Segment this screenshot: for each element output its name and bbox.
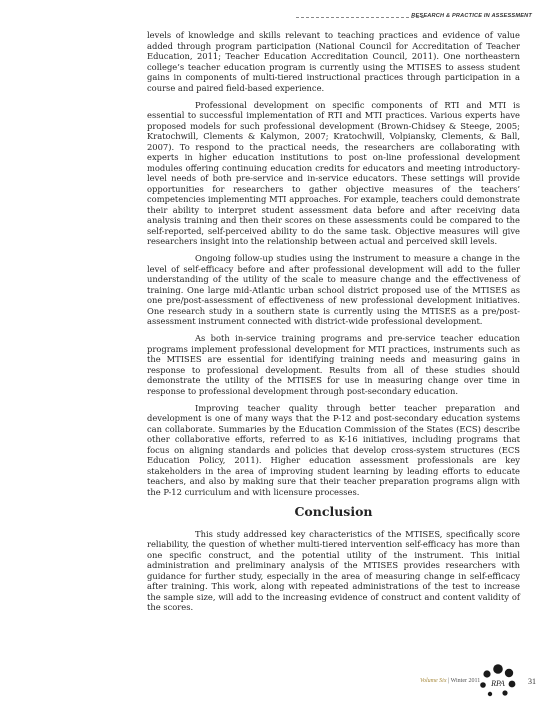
svg-text:RPA: RPA [491,679,505,688]
footer-issue-line [420,678,480,684]
rpa-logo-icon [474,660,522,704]
conclusion-paragraph: This study addressed key characteristics of the MTISES, specifically score reliability, the question of whether multi-tiered intervention self-efficacy has more than one specific construct, and the potential utility of the instrument. This initial administration and preliminary analysis of the MTISES provides researchers with guidance for further study, especially in the area of measuring change in self-efficacy after training. This work, along with repeated administrations of the test to increase the sample size, will add to the increasing evidence of construct and content validity of the scores. [147,528,520,612]
running-title: RESEARCH & PRACTICE IN ASSESSMENT [411,13,532,19]
running-header [296,13,532,23]
conclusion-heading: Conclusion [294,504,373,519]
footer-issue: Winter 2011 [450,678,481,684]
header-dashed-rule [296,17,424,18]
paragraph: Ongoing follow-up studies using the instrument to measure a change in the level of self-efficacy before and after professional development will add to the fuller understanding of the utility of the scale to measure change and the effectiveness of training. One large mid-Atlantic urban school district proposed use of the MTISES as one pre/post-assessment of effectiveness of new professional development initiatives. One research study in a southern state is currently using the MTISES as a pre/post- assessment instrument connected with district-wide professional development. [147,253,520,326]
article-body [147,30,520,619]
footer-volume: Volume Six [420,678,447,684]
paragraph: levels of knowledge and skills relevant to teaching practices and evidence of value added through program participation (National Council for Accreditation of Teacher Education, 2011; Teacher Education Accreditation Council, 2011). One northeastern college’s teacher education program is currently using the MTISES to assess student gains in components of multi-tiered instructional practices through participation in a course and paired field-based experience. [147,30,520,93]
paragraph: As both in-service training programs and pre-service teacher education programs implement professional development for MTI practices, instruments such as the MTISES are essential for identifying training needs and measuring gains in response to professional development. Results from all of these studies should demonstrate the utility of the MTISES for use in measuring change over time in response to professional development through post-secondary education. [147,333,520,396]
page-footer [420,660,545,706]
paragraph: Improving teacher quality through better teacher preparation and development is one of many ways that the P-12 and post-secondary education systems can collaborate. Summaries by the Education Commission of the States (ECS) describe other collaborative efforts, referred to as K-16 initiatives, including programs that focus on aligning standards and policies that develop cross-system structures (ECS Education Policy, 2011). Higher education assessment professionals are key stakeholders in the area of improving student learning by leading efforts to educate teachers, and also by making sure that their teacher preparation programs align with the P-12 curriculum and with licensure processes. [147,402,520,497]
page-number: 31 [528,677,536,686]
footer-separator: | [446,678,451,684]
paragraph: Professional development on specific components of RTI and MTI is essential to successful implementation of RTI and MTI practices. Various experts have proposed models for such professional development (Brown-Chidsey & Steege, 2005; Kratochwill, Clements & Kalymon, 2007; Kratochwill, Volpiansky, Clements, & Ball, 2007). To respond to the practical needs, the researchers are collaborating with experts in higher education institutions to post on-line professional development modules offering continuing education credits for educators and meeting introductory-level needs of both pre-service and in-service educators. These settings will provide opportunities for researchers to gather objective measures of the teachers’ competencies implementing MTI approaches. For example, teachers could demonstrate their ability to interpret student assessment data before and after receiving data analysis training and then their scores on these assessments could be compared to the self-reported, self-perceived ability to do the same task. Objective measures will give researchers insight into the relationship between actual and perceived skill levels. [147,99,520,246]
